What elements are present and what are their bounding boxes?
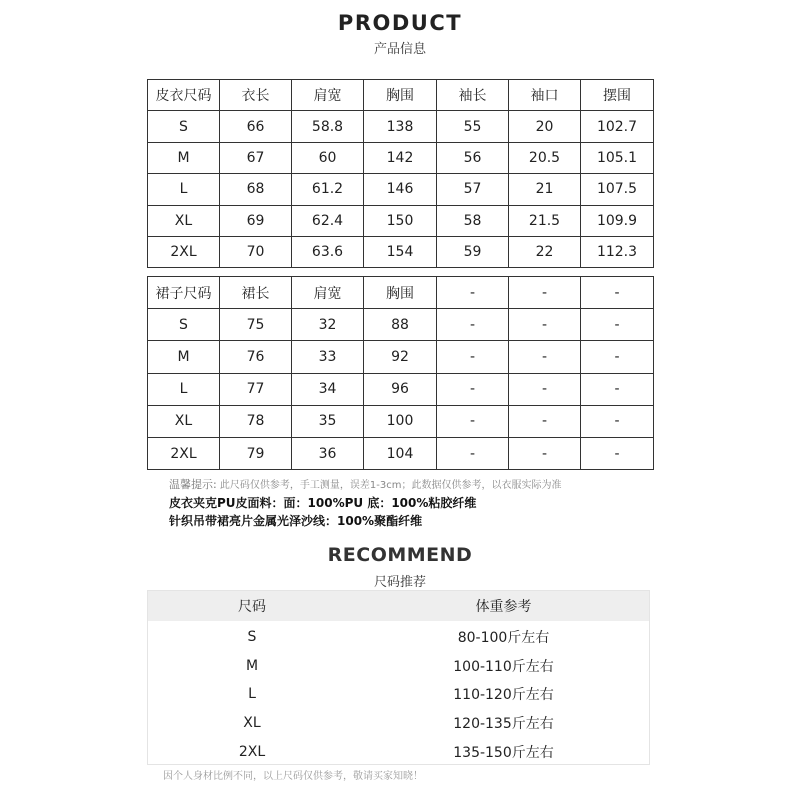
skirt-cell: 78 — [220, 405, 292, 437]
skirt-cell: 79 — [220, 437, 292, 469]
jacket-cell: 112.3 — [581, 236, 654, 267]
jacket-cell: 59 — [437, 236, 509, 267]
jacket-cell: 21.5 — [509, 205, 581, 236]
jacket-cell: 57 — [437, 174, 509, 205]
skirt-row — [148, 405, 654, 437]
jacket-cell: 107.5 — [581, 174, 654, 205]
jacket-row — [148, 111, 654, 142]
recommend-size-cell: L — [248, 686, 256, 703]
product-subtitle: 产品信息 — [373, 42, 426, 57]
skirt-header-cell: 裙长 — [220, 277, 292, 309]
skirt-cell: - — [509, 341, 581, 373]
jacket-header-cell: 袖口 — [509, 80, 581, 111]
recommend-size-cell: S — [247, 629, 257, 646]
jacket-cell: 105.1 — [581, 142, 654, 173]
jacket-cell: 61.2 — [292, 174, 364, 205]
jacket-cell: 60 — [292, 142, 364, 173]
skirt-cell: 2XL — [148, 437, 220, 469]
notes-section — [169, 477, 669, 530]
jacket-row — [148, 142, 654, 173]
skirt-cell: 104 — [364, 437, 437, 469]
skirt-header-cell: 胸围 — [364, 277, 437, 309]
jacket-row — [148, 174, 654, 205]
skirt-cell: 35 — [292, 405, 364, 437]
jacket-row — [148, 236, 654, 267]
tip-text: 此尺码仅供参考，手工测量，误差1-3cm；此数据仅供参考，以衣服实际为准 — [219, 480, 562, 491]
skirt-cell: - — [509, 405, 581, 437]
skirt-material: 针织吊带裙亮片金属光泽沙线：100%聚酯纤维 — [169, 514, 423, 528]
jacket-cell: 55 — [437, 111, 509, 142]
skirt-cell: 76 — [220, 341, 292, 373]
jacket-cell: 68 — [220, 174, 292, 205]
recommend-header-row — [147, 590, 650, 621]
skirt-header-row — [148, 277, 654, 309]
recommend-weight-cell: 100-110斤左右 — [453, 658, 554, 675]
jacket-cell: 58 — [437, 205, 509, 236]
jacket-cell: 142 — [364, 142, 437, 173]
skirt-row — [148, 341, 654, 373]
skirt-header-cell: - — [437, 277, 509, 309]
recommend-row — [147, 709, 650, 738]
recommend-size-cell: M — [245, 657, 259, 674]
recommend-size-cell: 2XL — [238, 743, 266, 760]
jacket-size-table — [147, 79, 654, 268]
skirt-header-cell: 裙子尺码 — [148, 277, 220, 309]
jacket-row — [148, 205, 654, 236]
skirt-cell: - — [581, 437, 654, 469]
skirt-header-cell: - — [581, 277, 654, 309]
skirt-cell: - — [581, 405, 654, 437]
recommend-weight-cell: 80-100斤左右 — [457, 630, 550, 647]
jacket-cell: 58.8 — [292, 111, 364, 142]
tip-label: 温馨提示: — [169, 478, 217, 491]
skirt-cell: 96 — [364, 373, 437, 405]
jacket-cell: 150 — [364, 205, 437, 236]
jacket-cell: L — [148, 174, 220, 205]
skirt-cell: 88 — [364, 309, 437, 341]
jacket-cell: 20.5 — [509, 142, 581, 173]
jacket-cell: 62.4 — [292, 205, 364, 236]
recommend-row — [147, 680, 650, 709]
skirt-row — [148, 309, 654, 341]
jacket-header-row — [148, 80, 654, 111]
jacket-cell: 20 — [509, 111, 581, 142]
jacket-cell: XL — [148, 205, 220, 236]
recommend-weight-cell: 110-120斤左右 — [453, 687, 554, 704]
jacket-cell: 66 — [220, 111, 292, 142]
recommend-header-size: 尺码 — [147, 590, 357, 621]
jacket-header-cell: 衣长 — [220, 80, 292, 111]
product-title: PRODUCT — [337, 11, 463, 35]
skirt-cell: - — [581, 373, 654, 405]
skirt-cell: 77 — [220, 373, 292, 405]
skirt-cell: 75 — [220, 309, 292, 341]
jacket-cell: 154 — [364, 236, 437, 267]
recommend-row — [147, 621, 650, 652]
skirt-row — [148, 373, 654, 405]
jacket-header-cell: 摆围 — [581, 80, 654, 111]
recommend-weight-cell: 135-150斤左右 — [453, 744, 554, 761]
recommend-row — [147, 652, 650, 681]
jacket-header-cell: 袖长 — [437, 80, 509, 111]
skirt-cell: - — [581, 309, 654, 341]
skirt-cell: - — [581, 341, 654, 373]
tip-line — [169, 477, 669, 494]
skirt-cell: - — [437, 437, 509, 469]
jacket-cell: 102.7 — [581, 111, 654, 142]
jacket-header-cell: 皮衣尺码 — [148, 80, 220, 111]
skirt-cell: M — [148, 341, 220, 373]
skirt-cell: 32 — [292, 309, 364, 341]
recommend-subtitle: 尺码推荐 — [373, 575, 426, 590]
jacket-cell: M — [148, 142, 220, 173]
skirt-cell: 36 — [292, 437, 364, 469]
jacket-cell: 70 — [220, 236, 292, 267]
jacket-cell: 21 — [509, 174, 581, 205]
skirt-cell: - — [437, 373, 509, 405]
skirt-cell: 34 — [292, 373, 364, 405]
skirt-cell: 33 — [292, 341, 364, 373]
recommend-row — [147, 737, 650, 766]
footer-note: 因个人身材比例不同，以上尺码仅供参考，敬请买家知晓！ — [163, 771, 423, 782]
recommend-weight-cell: 120-135斤左右 — [453, 716, 554, 733]
skirt-cell: - — [509, 309, 581, 341]
jacket-cell: 138 — [364, 111, 437, 142]
jacket-cell: 22 — [509, 236, 581, 267]
jacket-cell: 146 — [364, 174, 437, 205]
skirt-cell: - — [509, 373, 581, 405]
recommend-size-cell: XL — [243, 715, 261, 732]
skirt-header-cell: - — [509, 277, 581, 309]
skirt-header-cell: 肩宽 — [292, 277, 364, 309]
jacket-material: 皮衣夹克PU皮面料：面：100%PU 底：100%粘胶纤维 — [169, 496, 477, 510]
jacket-cell: 69 — [220, 205, 292, 236]
jacket-header-cell: 肩宽 — [292, 80, 364, 111]
jacket-cell: 2XL — [148, 236, 220, 267]
skirt-cell: - — [437, 309, 509, 341]
skirt-cell: S — [148, 309, 220, 341]
jacket-cell: 109.9 — [581, 205, 654, 236]
jacket-cell: S — [148, 111, 220, 142]
jacket-header-cell: 胸围 — [364, 80, 437, 111]
skirt-cell: XL — [148, 405, 220, 437]
recommend-header-weight: 体重参考 — [357, 590, 650, 621]
skirt-cell: L — [148, 373, 220, 405]
skirt-size-table — [147, 276, 654, 470]
skirt-row — [148, 437, 654, 469]
jacket-cell: 56 — [437, 142, 509, 173]
recommend-title: RECOMMEND — [327, 544, 473, 566]
skirt-cell: 100 — [364, 405, 437, 437]
skirt-cell: - — [437, 405, 509, 437]
jacket-cell: 63.6 — [292, 236, 364, 267]
jacket-cell: 67 — [220, 142, 292, 173]
skirt-cell: - — [509, 437, 581, 469]
skirt-cell: 92 — [364, 341, 437, 373]
skirt-cell: - — [437, 341, 509, 373]
recommend-table — [147, 590, 650, 766]
